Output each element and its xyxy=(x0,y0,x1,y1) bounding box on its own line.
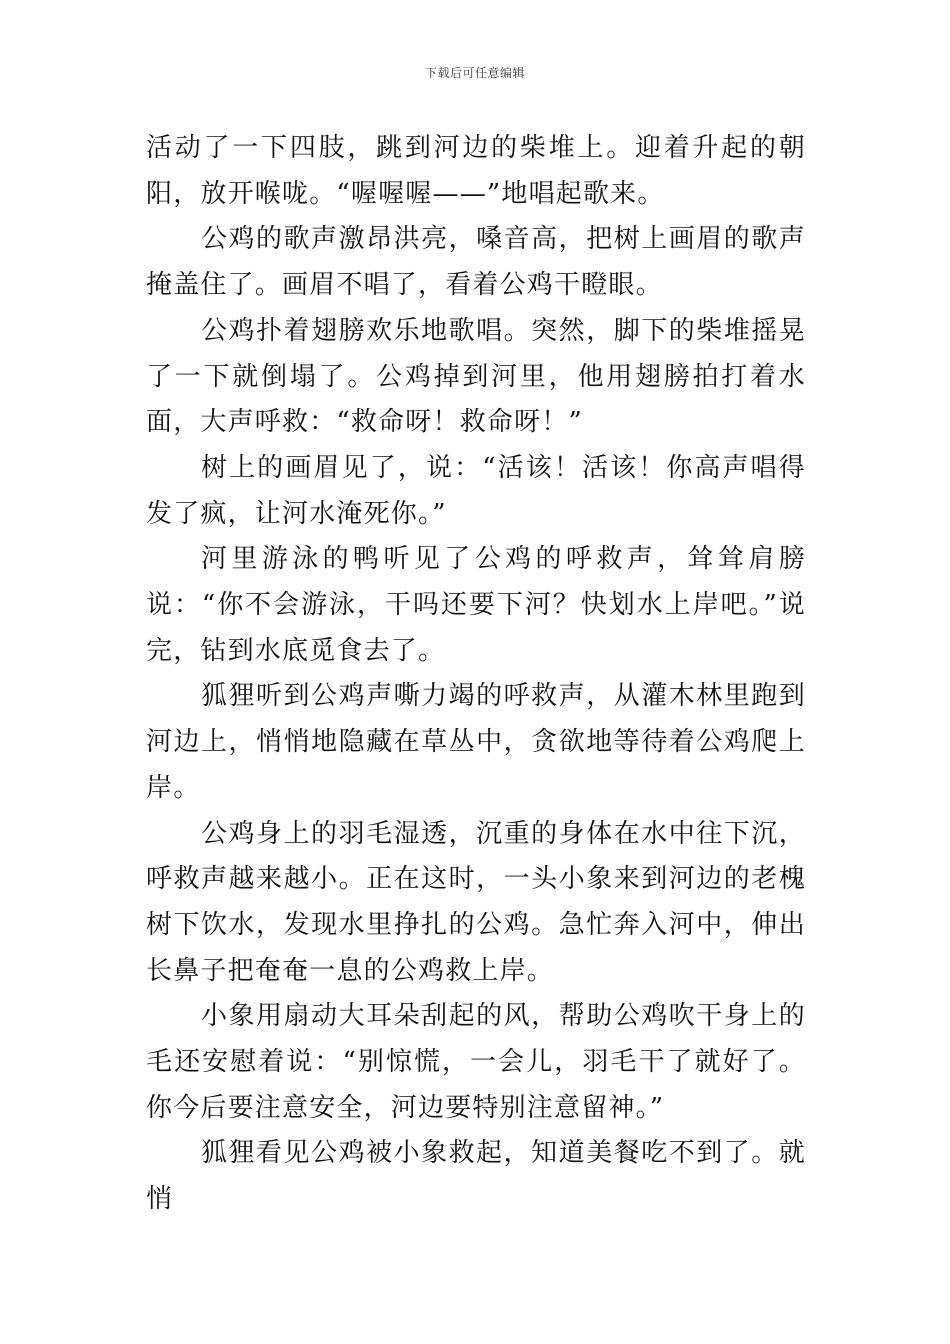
paragraph: 活动了一下四肢，跳到河边的柴堆上。迎着升起的朝阳，放开喉咙。“喔喔喔——”地唱起歌来。 xyxy=(146,133,806,209)
page-header-note: 下载后可任意编辑 xyxy=(424,66,525,80)
paragraph: 狐狸听到公鸡声嘶力竭的呼救声，从灌木林里跑到河边上，悄悄地隐藏在草丛中，贪欲地等待着公鸡爬上岸。 xyxy=(146,681,806,803)
paragraph: 河里游泳的鸭听见了公鸡的呼救声，耸耸肩膀说：“你不会游泳，干吗还要下河？快划水上岸吧。”说完，钻到水底觅食去了。 xyxy=(146,544,806,666)
paragraph: 公鸡扑着翅膀欢乐地歌唱。突然，脚下的柴堆摇晃了一下就倒塌了。公鸡掉到河里，他用翅膀拍打着水面，大声呼救：“救命呀！救命呀！” xyxy=(146,315,806,438)
paragraph: 狐狸看见公鸡被小象救起，知道美餐吃不到了。就悄 xyxy=(146,1138,806,1215)
document-body xyxy=(146,126,806,1223)
paragraph: 小象用扇动大耳朵刮起的风，帮助公鸡吹干身上的毛还安慰着说：“别惊慌，一会儿，羽毛干了就好了。你今后要注意安全，河边要特别注意留神。” xyxy=(146,1001,806,1123)
paragraph: 公鸡的歌声激昂洪亮，嗓音高，把树上画眉的歌声掩盖住了。画眉不唱了，看着公鸡干瞪眼。 xyxy=(146,224,806,301)
paragraph: 公鸡身上的羽毛湿透，沉重的身体在水中往下沉，呼救声越来越小。正在这时，一头小象来到河边的老槐树下饮水，发现水里挣扎的公鸡。急忙奔入河中，伸出长鼻子把奄奄一息的公鸡救上岸。 xyxy=(146,818,806,986)
paragraph: 树上的画眉见了，说：“活该！活该！你高声唱得发了疯，让河水淹死你。” xyxy=(146,452,806,529)
